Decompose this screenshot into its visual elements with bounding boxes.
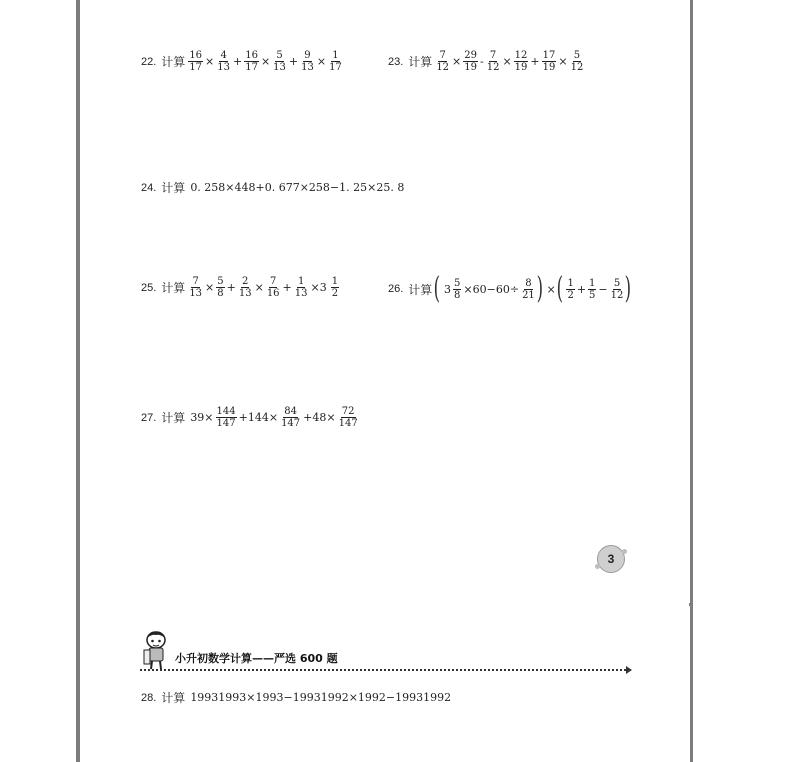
problem-number: 28. xyxy=(141,691,157,704)
operator: + xyxy=(576,282,587,296)
operator: - xyxy=(480,55,484,68)
fraction: $\frac{1}{2}$ xyxy=(567,277,574,301)
arrow-icon xyxy=(626,666,632,674)
problem-number: 25. xyxy=(141,281,157,294)
problem-label: 计算 xyxy=(161,411,186,425)
fraction: $\frac{1}{2}$ xyxy=(331,276,339,299)
fraction: $\frac{16}{17}$ xyxy=(189,50,203,73)
whole-number: 3 xyxy=(444,282,452,296)
fraction: $\frac{5}{8}$ xyxy=(217,276,224,299)
fraction: $\frac{2}{13}$ xyxy=(238,276,252,299)
fraction: $\frac{5}{8}$ xyxy=(454,277,461,301)
operator: × xyxy=(502,55,512,68)
operator: × xyxy=(260,55,271,68)
problem-number: 24. xyxy=(141,181,157,194)
fraction: $\frac{8}{21}$ xyxy=(522,277,535,301)
operator: × xyxy=(316,55,327,68)
fraction: $\frac{7}{12}$ xyxy=(436,50,450,73)
operator: × xyxy=(254,281,264,294)
problem-label: 计算 xyxy=(408,55,433,69)
operator: × xyxy=(558,55,568,68)
operator: × xyxy=(546,282,556,296)
problem-26 xyxy=(388,271,632,306)
problem-22 xyxy=(141,50,344,73)
problem-label: 计算 xyxy=(161,691,186,705)
problem-28 xyxy=(141,689,452,706)
problem-23 xyxy=(388,50,585,73)
operator: ×3 xyxy=(310,281,327,294)
mascot-icon xyxy=(140,630,172,670)
problem-number: 22. xyxy=(141,55,157,68)
fraction: $\frac{29}{19}$ xyxy=(464,50,477,73)
term: +144× xyxy=(238,411,279,424)
fraction: $\frac{5}{12}$ xyxy=(570,50,584,73)
close-paren: ) xyxy=(536,271,543,306)
fraction: $\frac{72}{147}$ xyxy=(338,406,358,429)
expression: 0. 258×448+0. 677×258−1. 25×25. 8 xyxy=(190,181,405,194)
operator: + xyxy=(530,55,540,68)
problem-label: 计算 xyxy=(408,282,433,297)
fraction: $\frac{7}{12}$ xyxy=(486,50,500,73)
expression: 19931993×1993−19931992×1992−19931992 xyxy=(190,691,452,704)
operator: × xyxy=(205,55,215,68)
problem-number: 26. xyxy=(388,283,404,295)
book-title: 小升初数学计算——严选 600 题 xyxy=(175,652,338,665)
open-paren: ( xyxy=(556,271,563,306)
header-dotted-rule xyxy=(140,669,630,671)
operator: × xyxy=(205,281,215,294)
close-paren: ) xyxy=(625,271,632,306)
problem-27 xyxy=(141,406,360,429)
fraction: $\frac{84}{147}$ xyxy=(281,406,301,429)
fraction: $\frac{1}{13}$ xyxy=(294,276,308,299)
fraction: $\frac{5}{13}$ xyxy=(273,50,286,73)
page-number: 3 xyxy=(607,552,615,566)
fraction: $\frac{5}{12}$ xyxy=(610,277,624,301)
page-number-badge xyxy=(597,545,625,573)
operator: − xyxy=(598,282,608,296)
problem-25 xyxy=(141,276,340,299)
fraction: $\frac{7}{13}$ xyxy=(189,276,203,299)
fraction: $\frac{7}{16}$ xyxy=(266,276,280,299)
problem-label: 计算 xyxy=(161,181,186,195)
term: +48× xyxy=(303,411,336,424)
operator: + xyxy=(233,55,243,68)
operator: + xyxy=(226,281,236,294)
fraction: $\frac{144}{147}$ xyxy=(216,406,236,429)
term: 39× xyxy=(190,411,214,424)
problem-24 xyxy=(141,179,405,196)
fraction: $\frac{9}{13}$ xyxy=(301,50,314,73)
fraction: $\frac{17}{19}$ xyxy=(542,50,556,73)
fraction: $\frac{12}{19}$ xyxy=(514,50,528,73)
problem-label: 计算 xyxy=(161,281,186,295)
operator: + xyxy=(288,55,299,68)
problem-number: 23. xyxy=(388,55,404,68)
operator: × xyxy=(452,55,462,68)
fraction: $\frac{4}{13}$ xyxy=(217,50,230,73)
fraction: $\frac{1}{17}$ xyxy=(329,50,342,73)
operator: + xyxy=(282,281,292,294)
fraction: $\frac{16}{17}$ xyxy=(245,50,258,73)
problem-number: 27. xyxy=(141,411,157,424)
fraction: $\frac{1}{5}$ xyxy=(589,277,596,301)
problem-label: 计算 xyxy=(161,55,186,69)
operator: ×60−60÷ xyxy=(463,282,520,296)
open-paren: ( xyxy=(433,271,441,306)
